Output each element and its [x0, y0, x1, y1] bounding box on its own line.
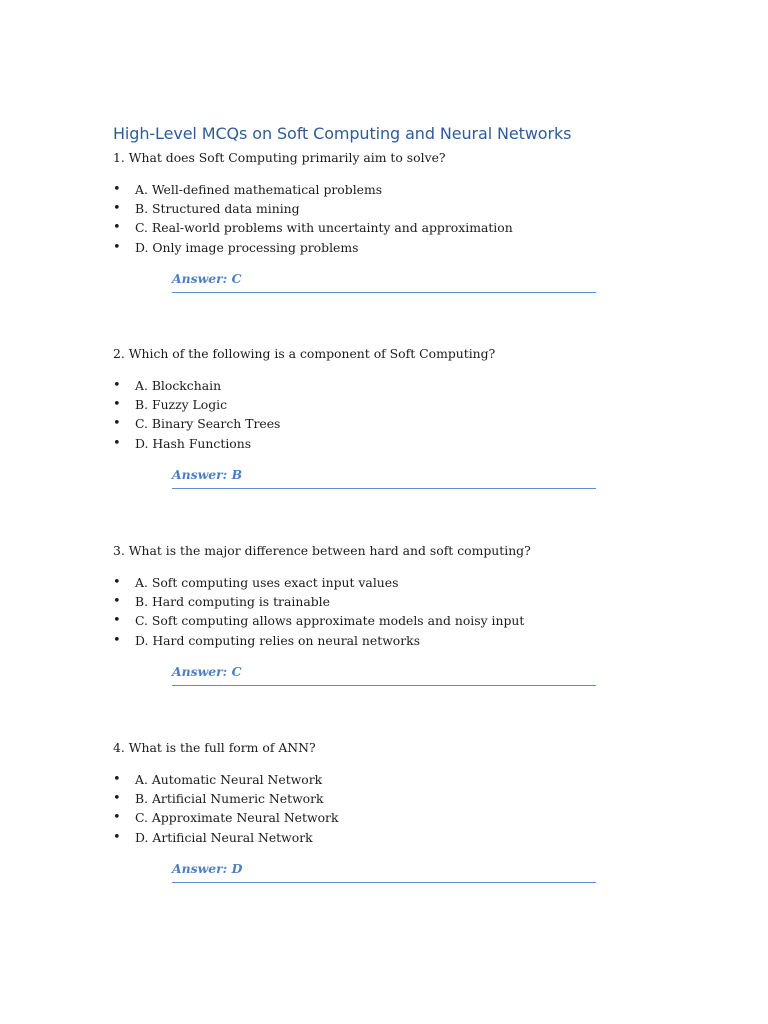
bullet-icon: • [113, 397, 121, 413]
option-text: B. Fuzzy Logic [135, 397, 228, 413]
option-item [113, 376, 633, 395]
bullet-icon: • [113, 220, 121, 236]
bullet-icon: • [113, 594, 121, 610]
option-text: D. Only image processing problems [135, 239, 359, 255]
option-item [113, 199, 633, 218]
bullet-icon: • [113, 435, 121, 451]
bullet-icon: • [113, 613, 121, 629]
option-item [113, 218, 633, 237]
question-text: 1. What does Soft Computing primarily aim to solve? [113, 150, 446, 165]
answer-line: Answer: B [172, 467, 596, 489]
option-text: C. Real-world problems with uncertainty and approximation [135, 220, 513, 236]
option-text: A. Soft computing uses exact input values [135, 575, 399, 590]
option-text: C. Approximate Neural Network [135, 810, 339, 826]
bullet-icon: • [113, 632, 121, 648]
option-item [113, 631, 633, 650]
option-item [113, 828, 633, 847]
answer-line: Answer: D [172, 861, 596, 883]
options-list [113, 573, 633, 650]
question-block-4 [113, 740, 633, 883]
question-block-2 [113, 346, 633, 489]
bullet-icon: • [113, 575, 121, 590]
option-item [113, 573, 633, 592]
option-item [113, 592, 633, 611]
bullet-icon: • [113, 810, 121, 826]
bullet-icon: • [113, 772, 121, 787]
bullet-icon: • [113, 416, 121, 432]
option-text: A. Well-defined mathematical problems [135, 182, 383, 197]
option-text: B. Artificial Numeric Network [135, 791, 324, 807]
bullet-icon: • [113, 791, 121, 807]
question-block-1 [113, 150, 633, 293]
option-item [113, 395, 633, 414]
option-item [113, 238, 633, 257]
question-block-3 [113, 543, 633, 686]
option-item [113, 808, 633, 827]
bullet-icon: • [113, 201, 121, 217]
answer-line: Answer: C [172, 271, 596, 293]
option-text: D. Artificial Neural Network [135, 829, 313, 845]
option-text: C. Binary Search Trees [135, 416, 281, 432]
bullet-icon: • [113, 378, 121, 393]
option-item [113, 611, 633, 630]
option-item [113, 414, 633, 433]
options-list [113, 770, 633, 847]
option-text: A. Automatic Neural Network [135, 772, 323, 787]
option-text: D. Hard computing relies on neural networks [135, 632, 421, 648]
bullet-icon: • [113, 829, 121, 845]
options-list [113, 376, 633, 453]
question-text: 4. What is the full form of ANN? [113, 740, 316, 755]
option-text: D. Hash Functions [135, 435, 252, 451]
document-title: High-Level MCQs on Soft Computing and Neural Networks [113, 124, 572, 143]
answer-line: Answer: C [172, 664, 596, 686]
bullet-icon: • [113, 239, 121, 255]
option-item [113, 789, 633, 808]
option-text: C. Soft computing allows approximate models and noisy input [135, 613, 525, 629]
option-item [113, 770, 633, 789]
option-item [113, 180, 633, 199]
question-text: 3. What is the major difference between hard and soft computing? [113, 543, 531, 558]
option-item [113, 434, 633, 453]
option-text: B. Hard computing is trainable [135, 594, 330, 610]
option-text: B. Structured data mining [135, 201, 300, 217]
options-list [113, 180, 633, 257]
option-text: A. Blockchain [135, 378, 222, 393]
bullet-icon: • [113, 182, 121, 197]
question-text: 2. Which of the following is a component of Soft Computing? [113, 346, 496, 361]
